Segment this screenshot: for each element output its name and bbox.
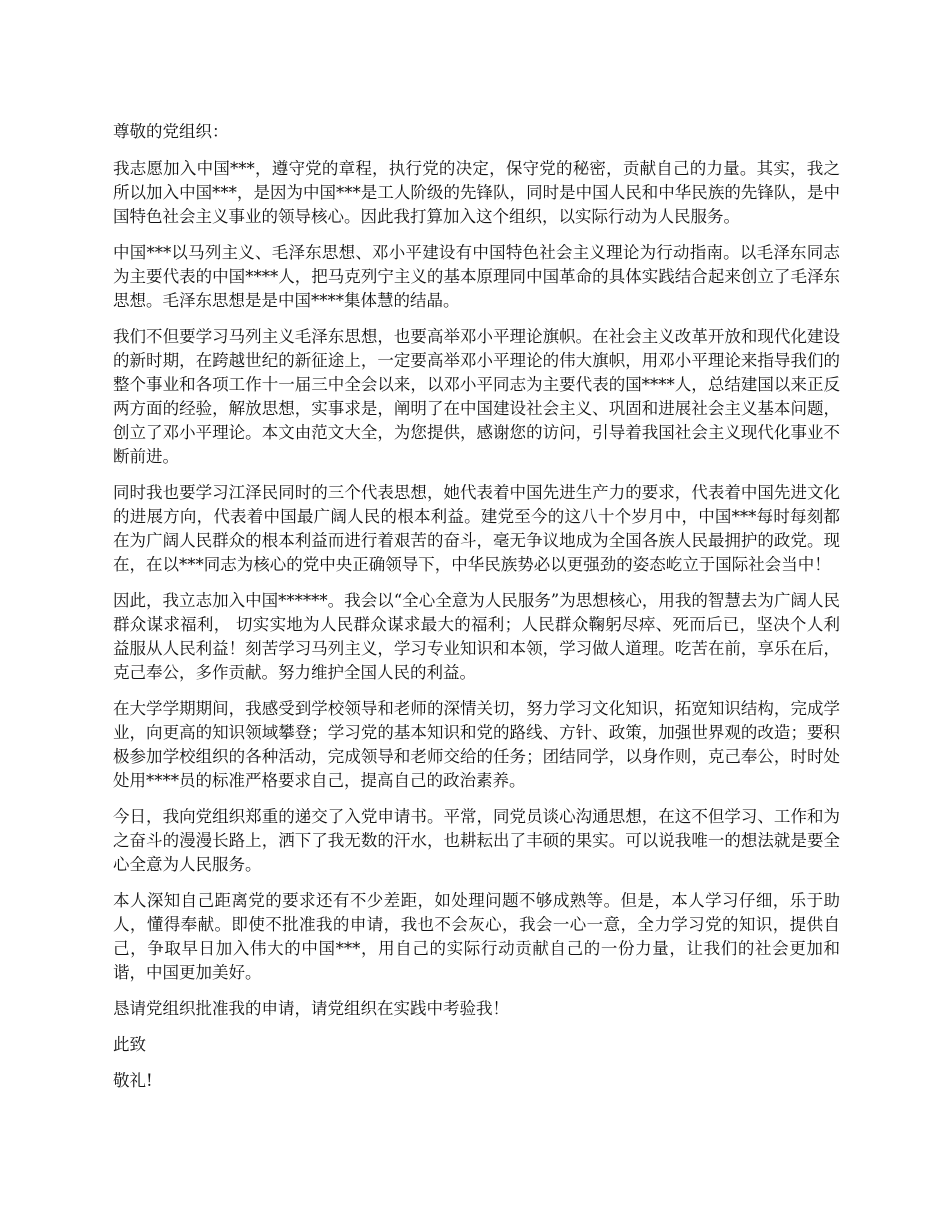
paragraph-8: 本人深知自己距离党的要求还有不少差距，如处理问题不够成熟等。但是，本人学习仔细，乐于助人，懂得奉献。即使不批准我的申请，我也不会灰心，我会一心一意，全力学习党的知识，提供自己，争取早日加入伟大的中国***，用自己的实际行动贡献自己的一份力量，让我们的社会更加和谐，中国更加美好。	[113, 891, 840, 982]
paragraph-9: 恳请党组织批准我的申请，请党组织在实践中考验我！	[113, 999, 509, 1018]
closing-line-2: 敬礼!	[113, 1071, 153, 1090]
paragraph-7: 今日，我向党组织郑重的递交了入党申请书。平常，同党员谈心沟通思想，在这不但学习、工作和为之奋斗的漫漫长路上，洒下了我无数的汗水，也耕耘出了丰硕的果实。可以说我唯一的想法就是要全心全意为人民服务。	[113, 807, 840, 874]
paragraph-6: 在大学学期期间，我感受到学校领导和老师的深情关切，努力学习文化知识，拓宽知识结构，完成学业，向更高的知识领域攀登；学习党的基本知识和党的路线、方针、政策，加强世界观的改造；要积极参加学校组织的各种活动，完成领导和老师交给的任务；团结同学，以身作则，克己奉公，时时处处用****员的标准严格要求自己，提高自己的政治素养。	[113, 699, 840, 790]
closing-line-1: 此致	[113, 1035, 146, 1054]
salutation: 尊敬的党组织：	[113, 122, 229, 141]
paragraph-4: 同时我也要学习江泽民同时的三个代表思想，她代表着中国先进生产力的要求，代表着中国先进文化的进展方向，代表着中国最广阔人民的根本利益。建党至今的这八十个岁月中，中国***每时每刻都在为广阔人民群众的根本利益而进行着艰苦的奋斗，毫无争议地成为全国各族人民最拥护的政党。现在，在以***同志为核心的党中央正确领导下，中华民族势必以更强劲的姿态屹立于国际社会当中！	[113, 483, 840, 574]
letter-body	[113, 120, 840, 1105]
paragraph-2: 中国***以马列主义、毛泽东思想、邓小平建设有中国特色社会主义理论为行动指南。以毛泽东同志为主要代表的中国****人，把马克列宁主义的基本原理同中国革命的具体实践结合起来创立了毛泽东思想。毛泽东思想是是中国****集体慧的结晶。	[113, 243, 840, 310]
paragraph-5: 因此，我立志加入中国******。我会以“全心全意为人民服务”为思想核心，用我的智慧去为广阔人民群众谋求福利， 切实实地为人民群众谋求最大的福利；人民群众鞠躬尽瘁、死而后已，坚决个人利益服从人民利益！刻苦学习马列主义，学习专业知识和本领，学习做人道理。吃苦在前，享乐在后，克己奉公，多作贡献。努力维护全国人民的利益。	[113, 591, 840, 682]
paragraph-1: 我志愿加入中国***，遵守党的章程，执行党的决定，保守党的秘密，贡献自己的力量。其实，我之所以加入中国***，是因为中国***是工人阶级的先锋队，同时是中国人民和中华民族的先锋队，是中国特色社会主义事业的领导核心。因此我打算加入这个组织，以实际行动为人民服务。	[113, 159, 840, 226]
paragraph-3: 我们不但要学习马列主义毛泽东思想，也要高举邓小平理论旗帜。在社会主义改革开放和现代化建设的新时期，在跨越世纪的新征途上，一定要高举邓小平理论的伟大旗帜，用邓小平理论来指导我们的整个事业和各项工作十一届三中全会以来，以邓小平同志为主要代表的国****人，总结建国以来正反两方面的经验，解放思想，实事求是，阐明了在中国建设社会主义、巩固和进展社会主义基本问题，创立了邓小平理论。本文由范文大全，为您提供，感谢您的访问，引导着我国社会主义现代化事业不断前进。	[113, 327, 840, 466]
